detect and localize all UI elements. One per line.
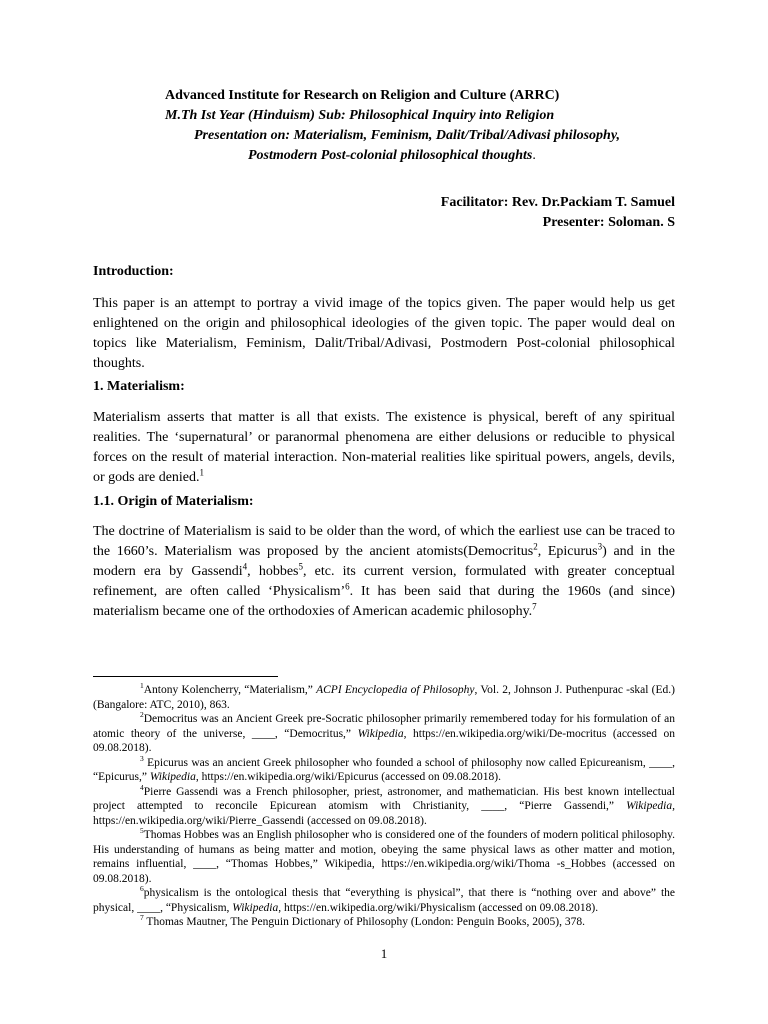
materialism-heading: 1. Materialism: [93,379,185,394]
origin-heading: 1.1. Origin of Materialism: [93,494,254,509]
presentation-topic-cont: Postmodern Post-colonial philosophical thoughts. [248,148,536,163]
footnote-3: $^3$ Epicurus was an ancient Greek philosopher who founded a school of philosophy now called Epicureanism, ____, “Epicurus,” Wikipedia, https://en.wikipedia.org/wiki/Epicurus (accessed on 09.08.2018). [93,753,675,783]
footnotes [93,683,675,930]
introduction-heading: Introduction: [93,264,174,279]
facilitator-line: Facilitator: Rev. Dr.Packiam T. Samuel [440,195,675,210]
footnote-ref-3[interactable]: 3 [597,541,603,552]
materialism-paragraph: Materialism asserts that matter is all that exists. The existence is physical, bereft of any spiritual realities. The ‘supernatural’ or paranormal phenomena are either delusions or reducible to physical forces on the result of material interaction. Non-material realities like spiritual powers, angels, devils, or gods are denied.$^1$ [93,410,675,485]
footnote-ref-5[interactable]: 5 [298,561,303,572]
course-line: M.Th Ist Year (Hinduism) Sub: Philosophical Inquiry into Religion [165,108,555,123]
footnote-ref-4[interactable]: 4 [242,561,248,572]
footnote-7: $^7$ Thomas Mautner, The Penguin Dictionary of Philosophy (London: Penguin Books, 2005), 378. [140,913,585,928]
footnote-4: $^4$Pierre Gassendi was a French philosopher, priest, astronomer, and mathematician. His best known intellectual project attempted to reconcile Epicurean atomism with Christianity, ____, “Pierre Gassendi,” Wikipedia, https://en.wikipedia.org/wiki/Pierre_Gassendi (accessed on 09.08.2018). [93,782,675,827]
footnote-6: $^6$physicalism is the ontological thesis that “everything is physical”, that there is “nothing over and above” the physical, ____, “Physicalism, Wikipedia, https://en.wikipedia.org/wiki/Physicalism (accessed on 09.08.2018). [93,884,675,914]
page-number: 1 [380,946,388,961]
presentation-topic: Presentation on: Materialism, Feminism, Dalit/Tribal/Adivasi philosophy, [194,128,621,143]
footnote-2: $^2$Democritus was an Ancient Greek pre-Socratic philosopher primarily remembered today for his formulation of an atomic theory of the universe, ____, “Democritus,” Wikipedia, https://en.wikipedia.org/wiki/De-mocritus (accessed on 09.08.2018). [93,710,675,754]
presenter-line: Presenter: Soloman. S [542,215,675,230]
origin-paragraph: The doctrine of Materialism is said to be older than the word, of which the earliest use can be traced to the 1660’s. Materialism was proposed by the ancient atomists(Democritus$^2$, Epicurus$^3$) and in the modern era by Gassendi$^4$, hobbes$^5$, etc. its current version, formulated with greater conceptual refinement, are often called ‘Physicalism’$^6$. It has been said that during the 1960s (and since) materialism became one of the orthodoxies of American academic philosophy.$^7$ [93,524,676,619]
footnote-5: $^5$Thomas Hobbes was an English philosopher who is considered one of the founders of modern political philosophy. His understanding of humans as being matter and motion, obeying the same physical laws as other matter and motion, remains influential, ____, “Thomas Hobbes,” Wikipedia, https://en.wikipedia.org/wiki/Thoma -s_Hobbes (accessed on 09.08.2018). [93,826,675,885]
footnote-ref-1[interactable]: 1 [199,467,205,478]
institute-title: Advanced Institute for Research on Religion and Culture (ARRC) [165,88,560,103]
footnote-ref-2[interactable]: 2 [533,541,538,552]
footnote-ref-7[interactable]: 7 [532,601,537,612]
footnote-ref-6[interactable]: 6 [345,581,350,592]
introduction-paragraph: This paper is an attempt to portray a vivid image of the topics given. The paper would help us get enlightened on the origin and philosophical ideologies of the given topic. The paper would deal on topics like Materialism, Feminism, Dalit/Tribal/Adivasi, Postmodern Post-colonial philosophical thoughts. [93,296,675,371]
footnote-1: $^1$Antony Kolencherry, “Materialism,” ACPI Encyclopedia of Philosophy, Vol. 2, Johnson J. Puthenpurac -skal (Ed.) (Bangalore: ATC, 2010), 863. [93,681,675,711]
footnote-separator [93,676,278,677]
